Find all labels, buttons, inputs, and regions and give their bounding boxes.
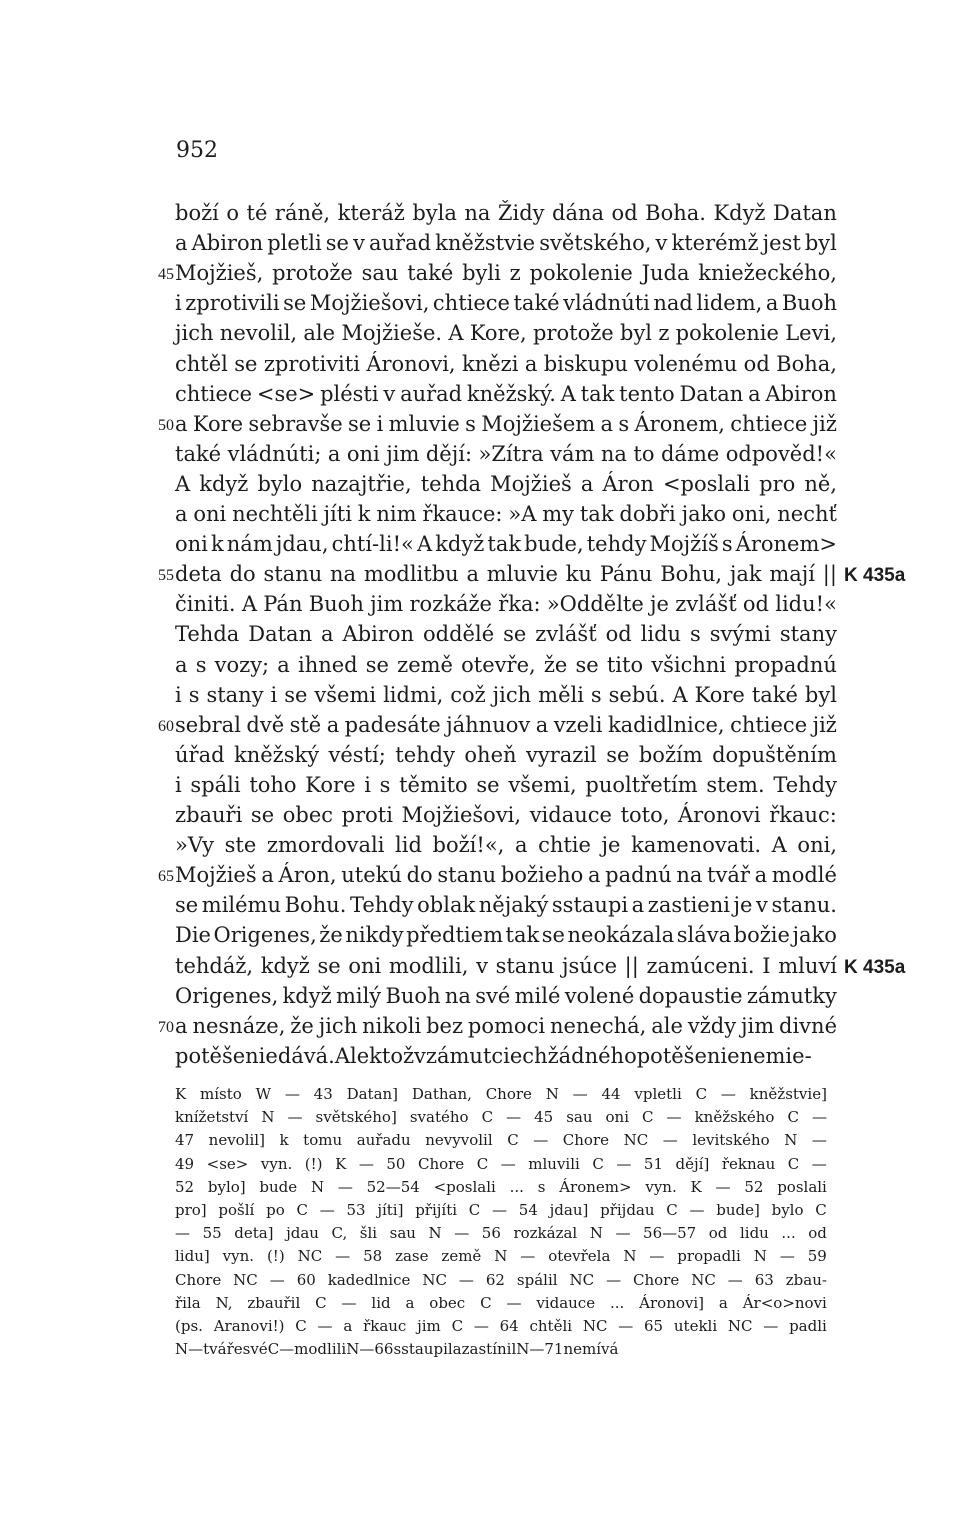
text-line: i s stany i se všemi lidmi, což jich měli s sebú. A Kore také byl [175,682,837,707]
text-line: i zprotivili se Mojžiešovi, chtiece také vládnúti nad lidem, a Buoh [175,291,837,316]
line-number: 60 [158,717,174,735]
text-line: chtiece <se> plésti v auřad kněžský. A tak tento Datan a Abiron [175,381,837,406]
text-line: také vládnúti; a oni jim dějí: »Zítra vám na to dáme odpověd!« [175,441,837,466]
footnote-line: řila N, zbauřil C — lid a obec C — vidauce ... Áronovi] a Ár<o>novi [175,1293,827,1312]
line-number: 70 [158,1018,174,1036]
text-line: deta do stanu na modlitbu a mluvie ku Pánu Bohu, jak mají || [175,562,837,587]
marginal-reference: K 435a [844,565,906,587]
line-number: 45 [158,266,174,284]
line-number: 65 [158,868,174,886]
text-line: a nesnáze, že jich nikoli bez pomoci nenechá, ale vždy jim divné [175,1013,837,1038]
text-line: úřad kněžský véstí; tehdy oheň vyrazil se božím dopuštěním [175,742,837,767]
footnote-line: pro] pošlí po C — 53 jíti] přijíti C — 54 jdau] přijdau C — bude] bylo C [175,1201,827,1219]
footnote-line: Chore NC — 60 kadedlnice NC — 62 spálil NC — Chore NC — 63 zbau- [175,1270,827,1289]
footnote-line: 49 <se> vyn. (!) K — 50 Chore C — mluvili C — 51 dějí] řeknau C — [175,1154,827,1173]
line-number: 55 [158,567,174,585]
footnote-line: knížetství N — světského] svatého C — 45 sau oni C — kněžského C — [175,1108,827,1127]
text-line: jich nevolil, ale Mojžieše. A Kore, protože byl z pokolenie Levi, [175,321,837,346]
text-line: »Vy ste zmordovali lid boží!«, a chtie je kamenovati. A oni, [175,833,837,858]
text-line: boží o té ráně, kteráž byla na Židy dána od Boha. Když Datan [175,201,837,225]
footnote-line: N — tváře své C — modlili N — 66 sstaupil a zastínil N — 71 nemívá [175,1340,619,1359]
text-line: zbauři se obec proti Mojžiešovi, vidauce toto, Áronovi řkauc: [175,803,837,827]
text-line: a Abiron pletli se v auřad kněžstvie světského, v kterémž jest byl [175,231,837,256]
text-line: Mojžieš, protože sau také byli z pokolenie Juda kniežeckého, [175,261,837,286]
footnote-line: — 55 deta] jdau C, šli sau N — 56 rozkázal N — 56—57 od lidu ... od [175,1224,827,1243]
text-line: Die Origenes, že nikdy předtiem tak se neokázala sláva božie jako [175,923,837,948]
text-line: Origenes, když milý Buoh na své milé volené dopaustie zámutky [175,983,837,1008]
text-line: a s vozy; a ihned se země otevře, že se tito všichni propadnú [175,652,837,677]
text-line: i spáli toho Kore i s těmito se všemi, puoltřetím stem. Tehdy [175,772,837,797]
page-number: 952 [176,138,218,163]
footnote-line: lidu] vyn. (!) NC — 58 zase země N — otevřela N — propadli N — 59 [175,1247,827,1266]
text-line: chtěl se zprotiviti Áronovi, knězi a biskupu volenému od Boha, [175,351,837,376]
text-line: sebral dvě stě a padesáte jáhnuov a vzeli kadidlnice, chtiece již [175,712,837,737]
footnote-line: (ps. Aranovi!) C — a řkauc jim C — 64 chtěli NC — 65 utekli NC — padli [175,1317,827,1335]
footnote-line: K místo W — 43 Datan] Dathan, Chore N — 44 vpletli C — kněžstvie] [175,1085,827,1103]
footnote-line: 52 bylo] bude N — 52—54 <poslali ... s Áronem> vyn. K — 52 poslali [175,1177,827,1196]
text-line: činiti. A Pán Buoh jim rozkáže řka: »Oddělte je zvlášť od lidu!« [175,592,837,617]
text-line: tehdáž, když se oni modlili, v stanu jsúce || zamúceni. I mluví [175,953,837,978]
text-line: oni k nám jdau, chtí-li!« A když tak bude, tehdy Mojžíš s Áronem> [175,532,837,557]
footnote-line: 47 nevolil] k tomu auřadu nevyvolil C — Chore NC — levitského N — [175,1131,827,1150]
text-line: a Kore sebravše se i mluvie s Mojžiešem a s Áronem, chtiece již [175,411,837,436]
line-number: 50 [158,416,174,434]
text-line: Mojžieš a Áron, utekú do stanu božieho a padnú na tvář a modlé [175,863,837,888]
text-line: potěšenie dává. Ale ktož v zámutciech žádného potěšenie nemie- [175,1043,812,1068]
text-line: se milému Bohu. Tehdy oblak nějaký sstaupi a zastieni je v stanu. [175,893,837,918]
marginal-reference: K 435a [844,956,906,978]
text-line: A když bylo nazajtřie, tehda Mojžieš a Áron <poslali pro ně, [175,471,837,496]
text-line: a oni nechtěli jíti k nim řkauce: »A my tak dobři jako oni, nechť [175,502,837,526]
text-line: Tehda Datan a Abiron oddělé se zvlášť od lidu s svými stany [175,622,837,647]
